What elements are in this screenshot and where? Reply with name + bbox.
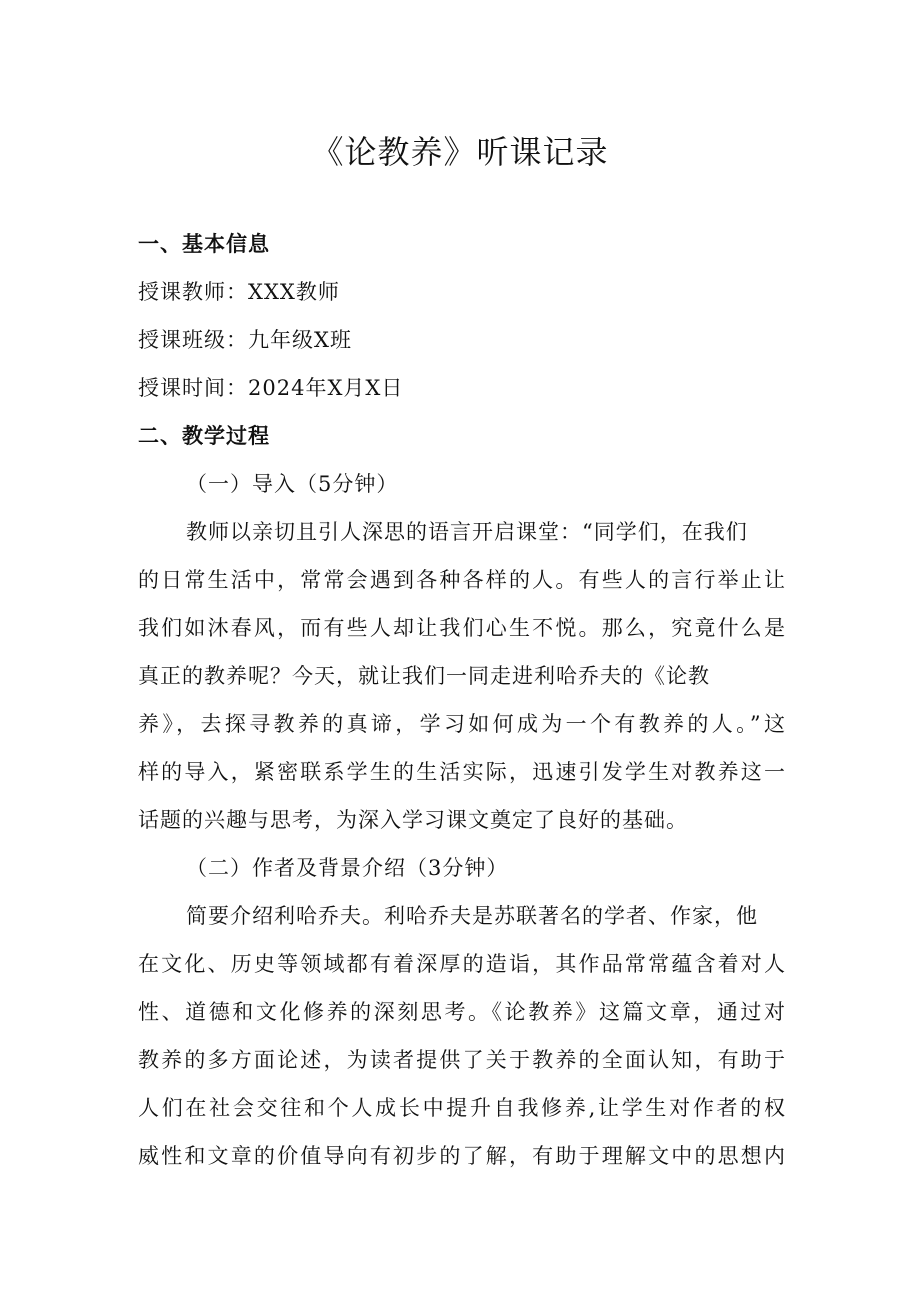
paragraph-line: 在文化、历史等领域都有着深厚的造诣，其作品常常蕴含着对人 [138, 952, 786, 976]
section-heading-teaching-process: 二、教学过程 [138, 424, 270, 448]
paragraph-line: 我们如沐春风，而有些人却让我们心生不悦。那么，究竟什么是 [138, 616, 786, 640]
paragraph-line: 简要介绍利哈乔夫。利哈乔夫是苏联著名的学者、作家，他 [186, 904, 758, 928]
paragraph-line: 教师以亲切且引人深思的语言开启课堂：“同学们，在我们 [186, 520, 748, 544]
paragraph-line: 话题的兴趣与思考，为深入学习课文奠定了良好的基础。 [138, 808, 688, 832]
document-body [138, 220, 786, 1180]
subsection-heading-intro: （一）导入（5分钟） [186, 472, 399, 496]
info-class: 授课班级：九年级X班 [138, 328, 352, 352]
paragraph-line: 的日常生活中，常常会遇到各种各样的人。有些人的言行举止让 [138, 568, 786, 592]
info-time: 授课时间：2024年X月X日 [138, 376, 404, 400]
paragraph-line: 样的导入，紧密联系学生的生活实际，迅速引发学生对教养这一 [138, 760, 786, 784]
paragraph-line: 人们在社会交往和个人成长中提升自我修养,让学生对作者的权 [138, 1096, 786, 1120]
paragraph-line: 威性和文章的价值导向有初步的了解，有助于理解文中的思想内 [138, 1144, 786, 1168]
paragraph-line: 真正的教养呢？今天，就让我们一同走进利哈乔夫的《论教 [138, 664, 710, 688]
paragraph-line: 养》，去探寻教养的真谛，学习如何成为一个有教养的人。”这 [138, 712, 786, 736]
subsection-heading-author-background: （二）作者及背景介绍（3分钟） [186, 856, 509, 880]
paragraph-line: 性、道德和文化修养的深刻思考。《论教养》这篇文章，通过对 [138, 1000, 786, 1024]
page-title: 《论教养》听课记录 [311, 133, 609, 171]
section-heading-basic-info: 一、基本信息 [138, 232, 270, 256]
info-teacher: 授课教师：XXX教师 [138, 280, 340, 304]
paragraph-line: 教养的多方面论述，为读者提供了关于教养的全面认知，有助于 [138, 1048, 786, 1072]
